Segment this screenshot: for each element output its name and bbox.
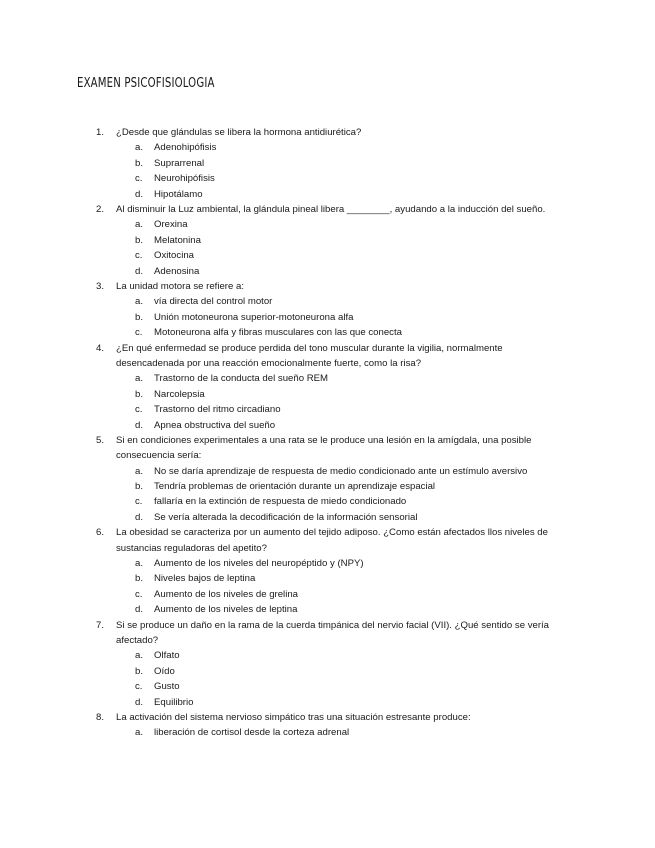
option-letter: b.: [135, 481, 144, 493]
option-text: Aumento de los niveles de grelina: [154, 588, 298, 600]
option-text: Trastorno del ritmo circadiano: [154, 404, 281, 416]
option-letter: a.: [135, 650, 144, 662]
option-b: [96, 571, 566, 586]
option-letter: d.: [135, 419, 144, 431]
option-a: [96, 725, 566, 740]
option-list: [96, 294, 566, 340]
option-a: [96, 140, 566, 155]
option-letter: b.: [135, 234, 144, 246]
option-text: Apnea obstructiva del sueño: [154, 419, 276, 431]
question-number: 7.: [96, 619, 105, 631]
option-list: [96, 556, 566, 618]
option-letter: c.: [135, 404, 143, 416]
option-a: [96, 648, 566, 663]
question-1: [96, 125, 566, 202]
option-letter: d.: [135, 265, 144, 277]
option-list: [96, 725, 566, 740]
option-letter: a.: [135, 219, 144, 231]
option-c: [96, 679, 566, 694]
option-d: [96, 695, 566, 710]
option-c: [96, 402, 566, 417]
question-5: [96, 433, 566, 525]
option-letter: a.: [135, 296, 144, 308]
question-6: [96, 525, 566, 617]
option-letter: b.: [135, 311, 144, 323]
option-text: Se vería alterada la decodificación de la información sensorial: [154, 511, 418, 523]
option-letter: d.: [135, 511, 144, 523]
question-number: 4.: [96, 342, 105, 354]
question-number: 1.: [96, 127, 105, 138]
option-letter: b.: [135, 573, 144, 585]
option-text: Olfato: [154, 650, 180, 662]
option-text: Suprarrenal: [154, 157, 205, 169]
option-text: Orexina: [154, 219, 188, 231]
question-text: Si en condiciones experimentales a una rata se le produce una lesión en la amígdala, una posible consecuencia sería:: [116, 434, 532, 462]
option-letter: a.: [135, 142, 144, 154]
option-d: [96, 418, 566, 433]
option-text: Tendría problemas de orientación durante un aprendizaje espacial: [154, 481, 436, 493]
option-d: [96, 602, 566, 617]
question-3: [96, 279, 566, 341]
option-letter: b.: [135, 665, 144, 677]
question-2: [96, 202, 566, 279]
option-text: Niveles bajos de leptina: [154, 573, 256, 585]
question-text: La unidad motora se refiere a:: [116, 280, 244, 292]
option-text: Oxitocina: [154, 250, 194, 262]
option-b: [96, 156, 566, 171]
question-text: ¿En qué enfermedad se produce perdida del tono muscular durante la vigilia, normalmente desencadenada por una reacción emocionalmente fuerte, como la risa?: [116, 342, 503, 369]
option-b: [96, 664, 566, 679]
question-text: Si se produce un daño en la rama de la cuerda timpánica del nervio facial (VII). ¿Qué sentido se vería afectado?: [116, 619, 550, 647]
option-list: [96, 464, 566, 526]
question-text: La activación del sistema nervioso simpático tras una situación estresante produce:: [116, 712, 471, 724]
option-c: [96, 171, 566, 186]
question-8: [96, 710, 566, 741]
option-text: vía directa del control motor: [154, 296, 273, 308]
option-letter: c.: [135, 327, 143, 339]
option-text: Trastorno de la conducta del sueño REM: [154, 373, 329, 385]
question-number: 3.: [96, 280, 105, 292]
option-list: [96, 371, 566, 433]
option-b: [96, 310, 566, 325]
question-list: [96, 125, 566, 741]
option-b: [96, 387, 566, 402]
option-list: [96, 217, 566, 279]
option-a: [96, 217, 566, 232]
option-text: Melatonina: [154, 234, 201, 246]
option-a: [96, 464, 566, 479]
option-letter: a.: [135, 465, 144, 477]
option-list: [96, 648, 566, 710]
option-letter: c.: [135, 173, 143, 185]
option-a: [96, 371, 566, 386]
option-text: Motoneurona alfa y fibras musculares con las que conecta: [154, 327, 402, 339]
question-number: 5.: [96, 434, 105, 446]
option-c: [96, 248, 566, 263]
option-text: fallaría en la extinción de respuesta de miedo condicionado: [154, 496, 407, 508]
option-c: [96, 587, 566, 602]
question-text: Al disminuir la Luz ambiental, la glándula pineal libera ________, ayudando a la inducción del sueño.: [116, 203, 546, 215]
option-letter: d.: [135, 604, 144, 616]
option-letter: a.: [135, 727, 144, 739]
option-letter: c.: [135, 681, 143, 693]
question-number: 8.: [96, 712, 105, 724]
option-letter: a.: [135, 558, 144, 570]
option-text: Narcolepsia: [154, 388, 205, 400]
page-title: EXAMEN PSICOFISIOLOGIA: [77, 76, 215, 91]
question-text: ¿Desde que glándulas se libera la hormona antidiurética?: [116, 127, 362, 138]
option-text: Oído: [154, 665, 175, 677]
option-text: Adenosina: [154, 265, 200, 277]
option-letter: d.: [135, 188, 144, 200]
option-letter: c.: [135, 588, 143, 600]
option-letter: c.: [135, 496, 143, 508]
option-a: [96, 556, 566, 571]
option-text: No se daría aprendizaje de respuesta de medio condicionado ante un estímulo aversivo: [154, 465, 528, 477]
option-letter: b.: [135, 388, 144, 400]
option-text: Aumento de los niveles del neuropéptido y (NPY): [154, 558, 364, 570]
option-text: Adenohipófisis: [154, 142, 217, 154]
option-letter: d.: [135, 696, 144, 708]
option-text: liberación de cortisol desde la corteza adrenal: [154, 727, 350, 739]
option-letter: a.: [135, 373, 144, 385]
option-text: Equilibrio: [154, 696, 194, 708]
option-d: [96, 264, 566, 279]
option-d: [96, 187, 566, 202]
question-4: [96, 341, 566, 433]
option-letter: b.: [135, 157, 144, 169]
question-number: 6.: [96, 527, 105, 539]
option-text: Gusto: [154, 681, 180, 693]
question-number: 2.: [96, 203, 105, 215]
option-letter: c.: [135, 250, 143, 262]
option-b: [96, 233, 566, 248]
option-text: Unión motoneurona superior-motoneurona alfa: [154, 311, 354, 323]
option-text: Hipotálamo: [154, 188, 203, 200]
option-d: [96, 510, 566, 525]
question-7: [96, 618, 566, 710]
option-c: [96, 494, 566, 509]
option-text: Neurohipófisis: [154, 173, 215, 185]
option-list: [96, 140, 566, 202]
question-text: La obesidad se caracteriza por un aumento del tejido adiposo. ¿Como están afectados llos niveles de sustancias reguladoras del apetito?: [116, 527, 548, 554]
option-text: Aumento de los niveles de leptina: [154, 604, 298, 616]
option-c: [96, 325, 566, 340]
option-b: [96, 479, 566, 494]
option-a: [96, 294, 566, 309]
